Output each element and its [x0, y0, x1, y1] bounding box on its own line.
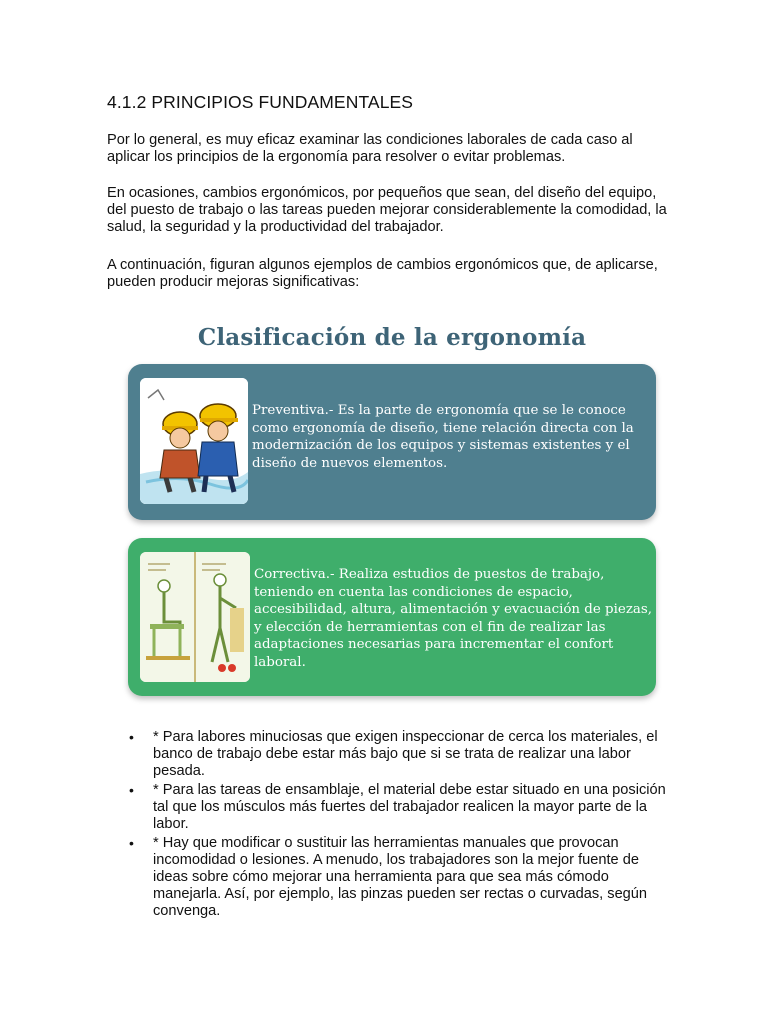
list-item-text: * Hay que modificar o sustituir las herramientas manuales que provocan incomodidad o lesiones. A menudo, los trabajadores son la mejor fuente de ideas sobre cómo mejorar una herramienta para que sea más cómodo manejarla. Así, por ejemplo, las pinzas pueden ser rectas o curvadas, según convenga. [153, 835, 648, 919]
list-item-text: * Para las tareas de ensamblaje, el material debe estar situado en una posición tal que los músculos más fuertes del trabajador realicen la mayor parte de la labor. [153, 782, 666, 832]
list-item [107, 782, 667, 833]
bullet-dot-icon: • [129, 729, 134, 745]
card-preventiva [128, 364, 656, 520]
bullet-dot-icon: • [129, 782, 134, 798]
paragraph-intro: Por lo general, es muy eficaz examinar las condiciones laborales de cada caso al aplicar los principios de la ergonomía para resolver o evitar problemas. [107, 132, 633, 165]
ergonomics-classification-infographic [124, 312, 660, 702]
recommendations-list [107, 729, 667, 922]
list-item [107, 729, 667, 780]
infographic-title: Clasificación de la ergonomía [197, 324, 587, 351]
card-preventiva-text: Preventiva.- Es la parte de ergonomía que se le conoce como ergonomía de diseño, tiene relación directa con la modernización de los equipos y sistemas existentes y el diseño de nuevos elementos. [252, 403, 634, 471]
card-correctiva-text: Correctiva.- Realiza estudios de puestos de trabajo, teniendo en cuenta las condiciones de espacio, accesibilidad, altura, alimentación y evacuación de piezas, y elección de herramientas con el fin de realizar las adaptaciones necesarias para incrementar el confort laboral. [254, 567, 652, 670]
paragraph-changes: En ocasiones, cambios ergonómicos, por pequeños que sean, del diseño del equipo, del puesto de trabajo o las tareas pueden mejorar considerablemente la comodidad, la salud, la seguridad y la productividad del trabajador. [107, 185, 667, 235]
list-item [107, 835, 667, 920]
workers-hardhat-illustration-icon [140, 378, 248, 504]
paragraph-examples: A continuación, figuran algunos ejemplos de cambios ergonómicos que, de aplicarse, pueden producir mejoras significativas: [107, 257, 658, 290]
card-correctiva [128, 538, 656, 696]
bullet-dot-icon: • [129, 835, 134, 851]
list-item-text: * Para labores minuciosas que exigen inspeccionar de cerca los materiales, el banco de trabajo debe estar más bajo que si se trata de realizar una labor pesada. [153, 729, 658, 779]
section-heading: 4.1.2 PRINCIPIOS FUNDAMENTALES [107, 92, 414, 112]
workstation-posture-diagram-icon [140, 552, 250, 682]
